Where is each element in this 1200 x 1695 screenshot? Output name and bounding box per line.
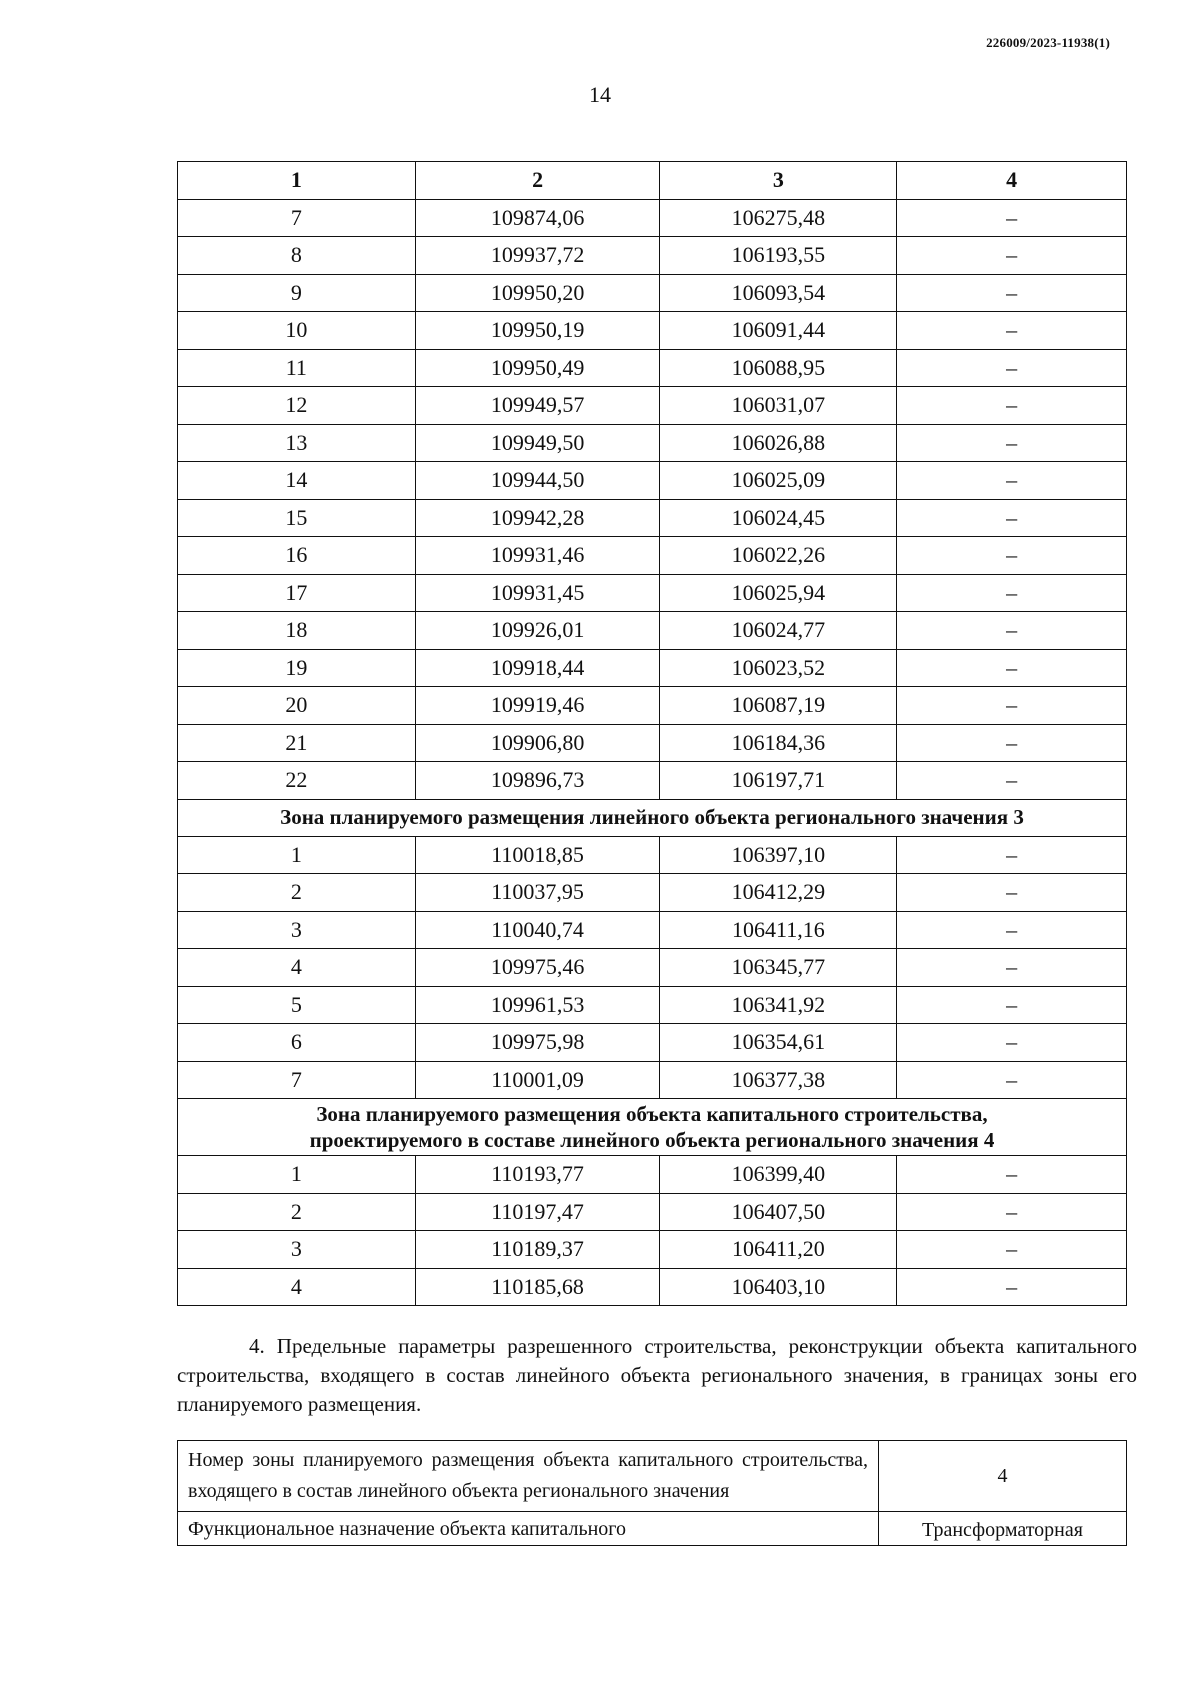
table-cell: 109918,44 [415, 649, 660, 687]
table-cell: 18 [178, 612, 416, 650]
table-cell: 16 [178, 537, 416, 575]
header-cell: 2 [415, 162, 660, 200]
table-cell: 106397,10 [660, 836, 897, 874]
table-cell: 109949,50 [415, 424, 660, 462]
table-row [178, 986, 1127, 1024]
table-cell: 2 [178, 1193, 416, 1231]
table-cell: 17 [178, 574, 416, 612]
table-cell: 109931,45 [415, 574, 660, 612]
table-cell: 15 [178, 499, 416, 537]
coordinates-table [177, 161, 1127, 1306]
table-cell: – [897, 911, 1127, 949]
table-cell: – [897, 986, 1127, 1024]
table-cell: 106399,40 [660, 1156, 897, 1194]
table-cell: 106022,26 [660, 537, 897, 575]
table-row [178, 874, 1127, 912]
zone-3-section-title [178, 799, 1127, 836]
registration-number: 226009/2023-11938(1) [986, 35, 1110, 50]
params-row-zone-number [178, 1441, 1127, 1512]
table-cell: – [897, 537, 1127, 575]
table-cell: 110193,77 [415, 1156, 660, 1194]
table-cell: 110037,95 [415, 874, 660, 912]
table-cell: 109874,06 [415, 199, 660, 237]
table-cell: 106091,44 [660, 312, 897, 350]
table-row [178, 199, 1127, 237]
table-cell: 106275,48 [660, 199, 897, 237]
table-cell: 110018,85 [415, 836, 660, 874]
table-row [178, 387, 1127, 425]
header-cell: 4 [897, 162, 1127, 200]
table-cell: 109950,49 [415, 349, 660, 387]
paragraph-4 [177, 1332, 1137, 1419]
parameters-table [177, 1440, 1127, 1546]
table-row [178, 537, 1127, 575]
table-row [178, 762, 1127, 800]
table-cell: – [897, 274, 1127, 312]
table-cell: – [897, 1024, 1127, 1062]
table-cell: 12 [178, 387, 416, 425]
function-label: Функциональное назначение объекта капитального [178, 1512, 879, 1546]
table-row [178, 424, 1127, 462]
table-cell: 109949,57 [415, 387, 660, 425]
table-cell: – [897, 874, 1127, 912]
table-cell: 109942,28 [415, 499, 660, 537]
table-row [178, 349, 1127, 387]
table-cell: 110001,09 [415, 1061, 660, 1099]
coordinates-table-body [178, 162, 1127, 1306]
table-cell: – [897, 1193, 1127, 1231]
table-cell: – [897, 836, 1127, 874]
table-header-row [178, 162, 1127, 200]
table-cell: – [897, 312, 1127, 350]
table-cell: 109944,50 [415, 462, 660, 500]
table-cell: – [897, 612, 1127, 650]
function-value: Трансформаторная [879, 1512, 1127, 1546]
table-cell: 109950,20 [415, 274, 660, 312]
table-row [178, 1061, 1127, 1099]
table-row [178, 687, 1127, 725]
table-cell: 106411,20 [660, 1231, 897, 1269]
table-cell: 106026,88 [660, 424, 897, 462]
table-cell: 2 [178, 874, 416, 912]
table-cell: 106184,36 [660, 724, 897, 762]
table-row [178, 1024, 1127, 1062]
table-cell: – [897, 1061, 1127, 1099]
table-cell: 109961,53 [415, 986, 660, 1024]
table-cell: 8 [178, 237, 416, 275]
table-row [178, 1156, 1127, 1194]
table-cell: 1 [178, 1156, 416, 1194]
table-cell: 109896,73 [415, 762, 660, 800]
table-cell: – [897, 237, 1127, 275]
table-cell: 106031,07 [660, 387, 897, 425]
table-row [178, 949, 1127, 987]
table-cell: 106087,19 [660, 687, 897, 725]
table-cell: 106197,71 [660, 762, 897, 800]
table-cell: 106088,95 [660, 349, 897, 387]
table-cell: 109931,46 [415, 537, 660, 575]
params-row-function [178, 1512, 1127, 1546]
table-cell: 3 [178, 911, 416, 949]
table-cell: – [897, 949, 1127, 987]
table-cell: 106024,77 [660, 612, 897, 650]
table-cell: – [897, 499, 1127, 537]
zone-3-section [178, 799, 1127, 836]
table-row [178, 312, 1127, 350]
section-title-line: Зона планируемого размещения линейного объекта регионального значения 3 [280, 805, 1024, 829]
table-cell: 106411,16 [660, 911, 897, 949]
zone-4-section [178, 1099, 1127, 1156]
table-cell: 106024,45 [660, 499, 897, 537]
table-cell: – [897, 349, 1127, 387]
header-cell: 3 [660, 162, 897, 200]
table-row [178, 237, 1127, 275]
table-cell: 7 [178, 1061, 416, 1099]
section-title-line: Зона планируемого размещения объекта капитального строительства, [316, 1101, 988, 1126]
table-cell: 109937,72 [415, 237, 660, 275]
table-cell: 4 [178, 949, 416, 987]
table-row [178, 836, 1127, 874]
table-cell: – [897, 649, 1127, 687]
table-cell: 110040,74 [415, 911, 660, 949]
table-cell: – [897, 1268, 1127, 1306]
table-cell: 11 [178, 349, 416, 387]
table-cell: – [897, 687, 1127, 725]
zone-4-section-title [178, 1099, 1127, 1156]
table-row [178, 574, 1127, 612]
table-cell: 109950,19 [415, 312, 660, 350]
table-cell: 6 [178, 1024, 416, 1062]
table-cell: – [897, 462, 1127, 500]
table-cell: 21 [178, 724, 416, 762]
table-cell: – [897, 424, 1127, 462]
table-cell: – [897, 574, 1127, 612]
table-cell: 9 [178, 274, 416, 312]
table-cell: 7 [178, 199, 416, 237]
table-cell: 106193,55 [660, 237, 897, 275]
table-cell: 109906,80 [415, 724, 660, 762]
table-row [178, 1231, 1127, 1269]
table-cell: 106093,54 [660, 274, 897, 312]
table-cell: 22 [178, 762, 416, 800]
table-cell: 106341,92 [660, 986, 897, 1024]
table-cell: – [897, 724, 1127, 762]
table-cell: 4 [178, 1268, 416, 1306]
table-cell: 109975,46 [415, 949, 660, 987]
table-cell: 3 [178, 1231, 416, 1269]
table-row [178, 1193, 1127, 1231]
table-cell: 106403,10 [660, 1268, 897, 1306]
header-cell: 1 [178, 162, 416, 200]
table-row [178, 462, 1127, 500]
table-cell: 110197,47 [415, 1193, 660, 1231]
table-row [178, 499, 1127, 537]
table-cell: 20 [178, 687, 416, 725]
table-cell: 106377,38 [660, 1061, 897, 1099]
table-cell: – [897, 1231, 1127, 1269]
table-row [178, 911, 1127, 949]
table-cell: 1 [178, 836, 416, 874]
table-cell: 106023,52 [660, 649, 897, 687]
table-row [178, 612, 1127, 650]
zone-number-label: Номер зоны планируемого размещения объекта капитального строительства, входящего в состав линейного объекта регионального значения [178, 1441, 879, 1512]
section-title-line: проектируемого в составе линейного объекта регионального значения 4 [309, 1128, 995, 1152]
table-cell: 109919,46 [415, 687, 660, 725]
table-cell: 106025,09 [660, 462, 897, 500]
table-cell: – [897, 762, 1127, 800]
table-cell: 106354,61 [660, 1024, 897, 1062]
paragraph-text: 4. Предельные параметры разрешенного строительства, реконструкции объекта капитального строительства, входящего в состав линейного объекта регионального значения, в границах зоны его планируемого размещения. [177, 1334, 1137, 1416]
table-cell: 14 [178, 462, 416, 500]
table-cell: 110185,68 [415, 1268, 660, 1306]
zone-number-value: 4 [879, 1441, 1127, 1512]
table-row [178, 274, 1127, 312]
table-cell: – [897, 199, 1127, 237]
table-cell: 109926,01 [415, 612, 660, 650]
table-cell: 106407,50 [660, 1193, 897, 1231]
table-row [178, 649, 1127, 687]
table-cell: 106412,29 [660, 874, 897, 912]
table-cell: 106345,77 [660, 949, 897, 987]
table-row [178, 724, 1127, 762]
table-cell: 19 [178, 649, 416, 687]
table-cell: – [897, 387, 1127, 425]
table-cell: 109975,98 [415, 1024, 660, 1062]
table-cell: 106025,94 [660, 574, 897, 612]
table-cell: – [897, 1156, 1127, 1194]
table-cell: 10 [178, 312, 416, 350]
table-cell: 5 [178, 986, 416, 1024]
table-cell: 13 [178, 424, 416, 462]
page-number: 14 [589, 82, 611, 107]
table-row [178, 1268, 1127, 1306]
table-cell: 110189,37 [415, 1231, 660, 1269]
